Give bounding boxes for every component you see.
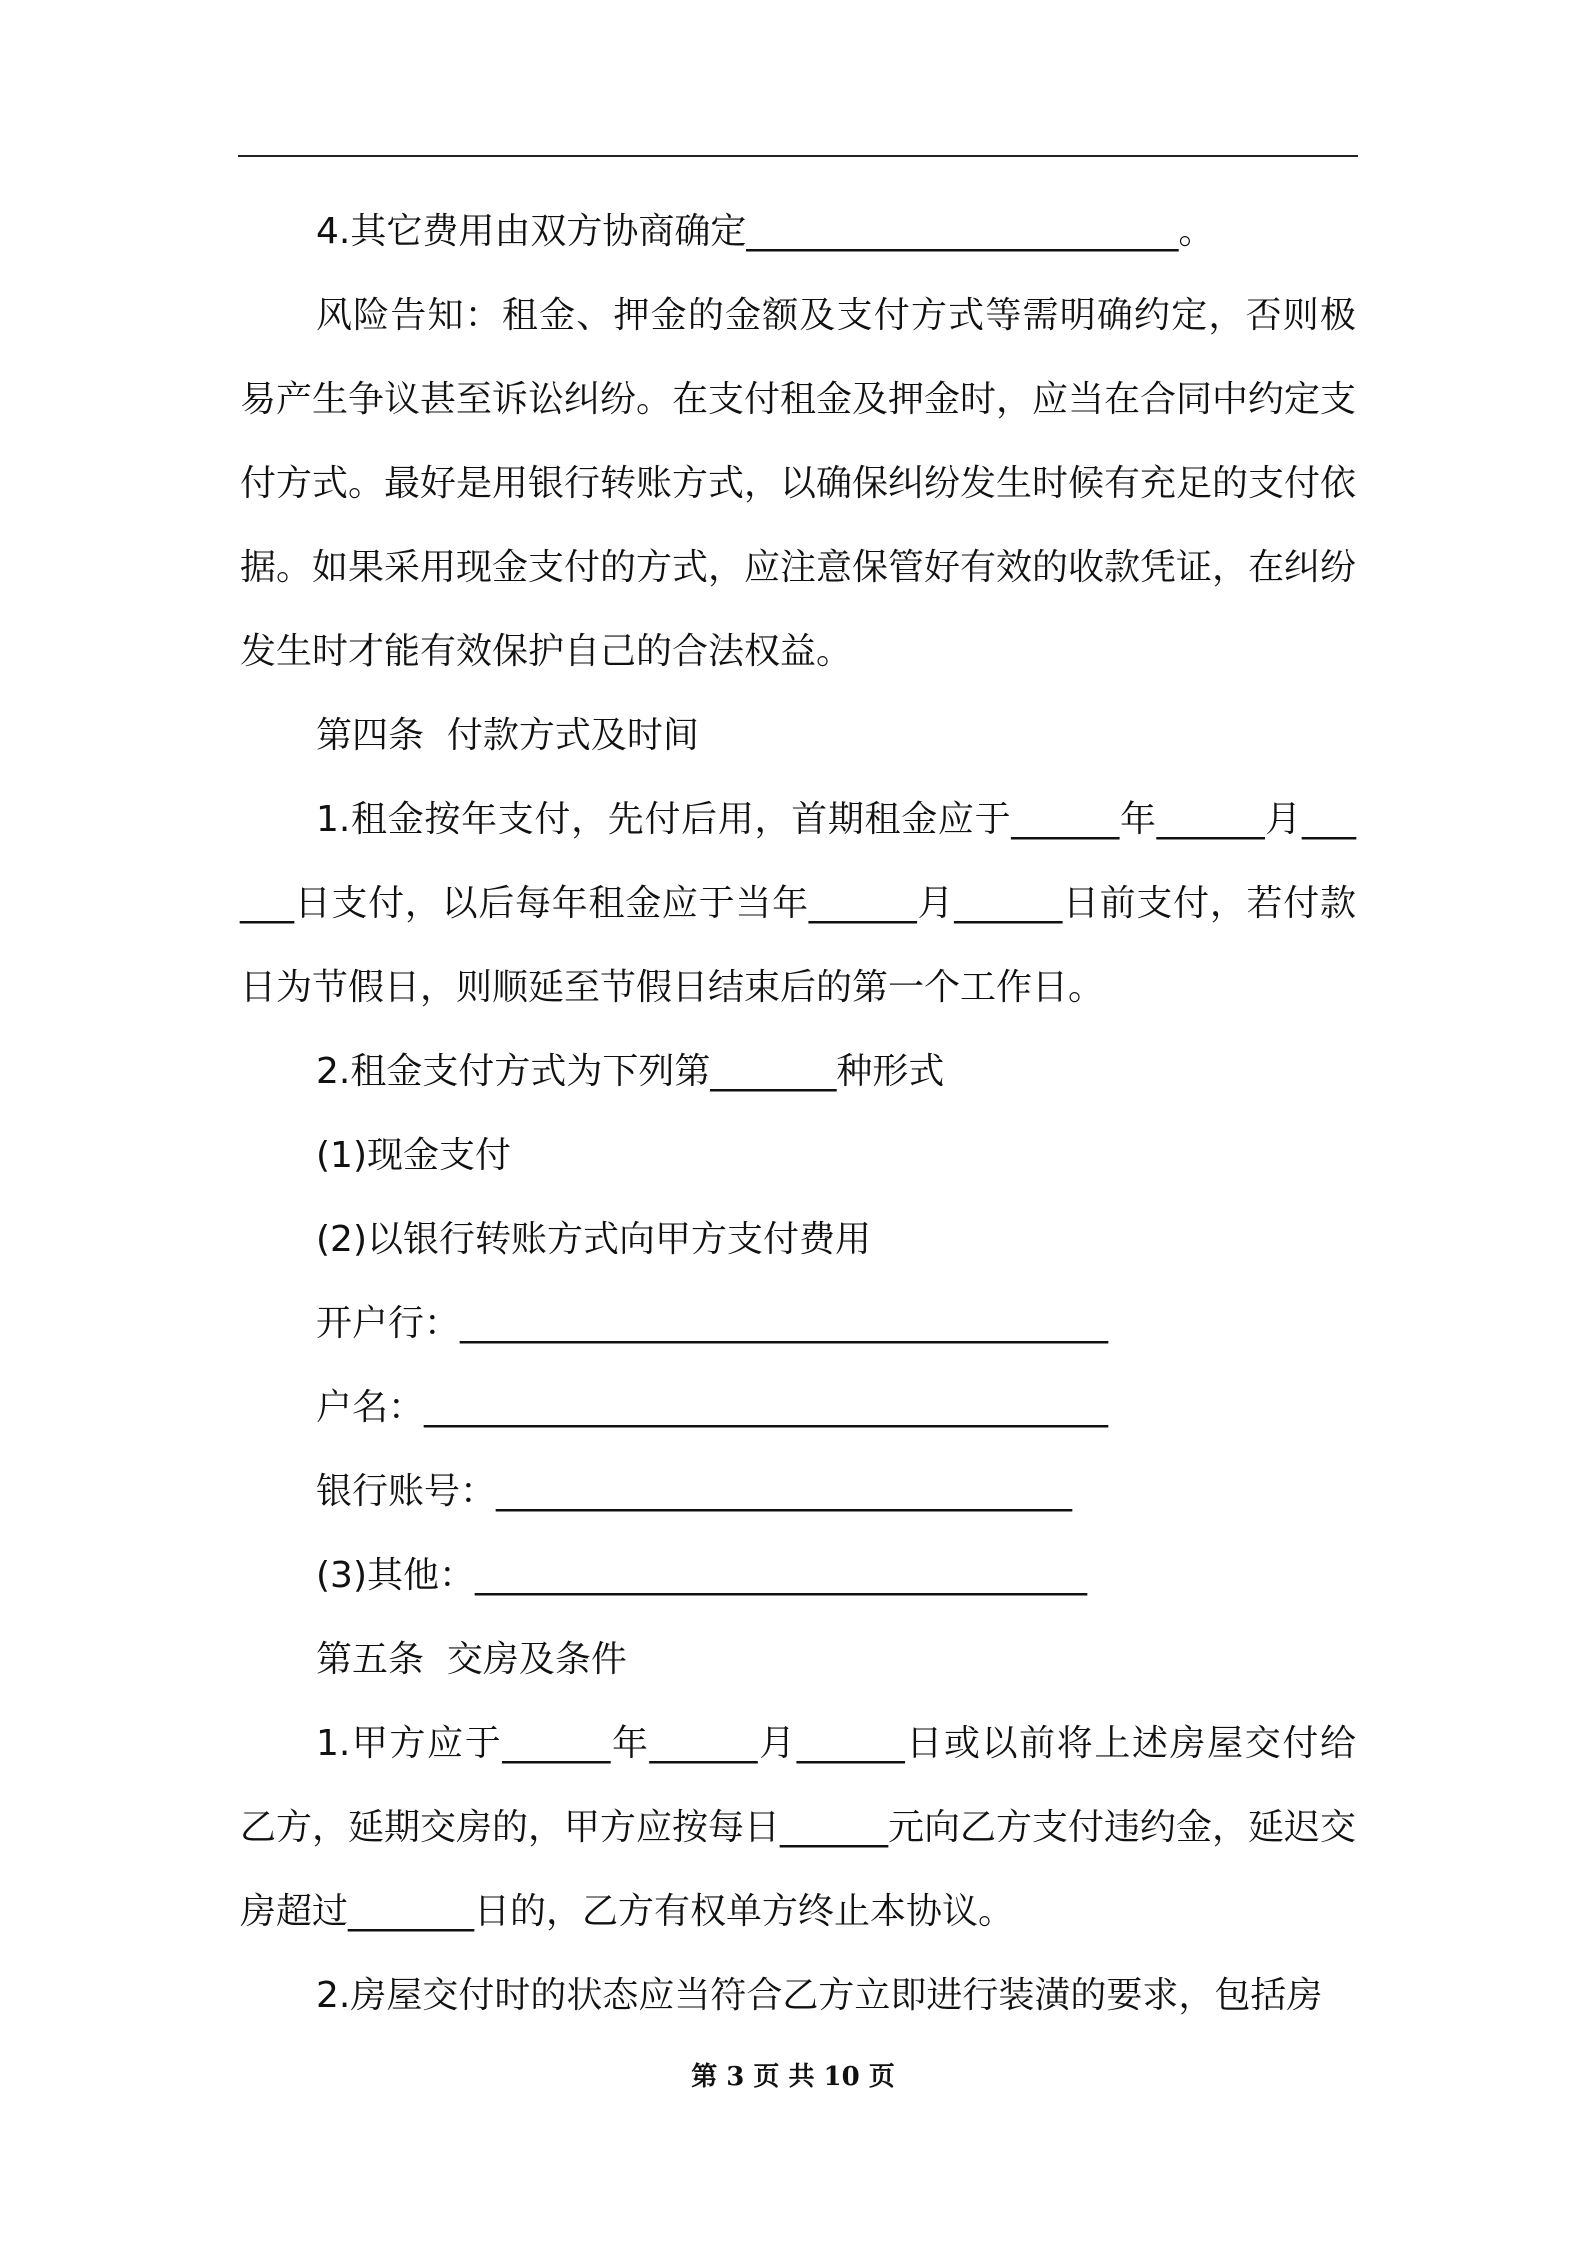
option-other: (3)其他：__________________________________ [316,1555,1087,1596]
page-number: 第 3 页 共 10 页 [691,2062,895,2092]
paragraph-risk-notice: 风险告知：租金、押金的金额及支付方式等需明确约定，否则极易产生争议甚至诉讼纠纷。在支付租金及押金时，应当在合同中约定支付方式。最好是用银行转账方式，以确保纠纷发生时候有充足的支付依据。如果采用现金支付的方式，应注意保管好有效的收款凭证，在纠纷发生时才能有效保护自己的合法权益。 [240,295,1357,672]
field-account-name: 户名：______________________________________ [316,1387,1109,1428]
document-body [240,190,1356,2038]
heading-article-4: 第四条 付款方式及时间 [316,715,699,756]
option-bank-transfer: (2)以银行转账方式向甲方支付费用 [316,1219,871,1260]
header-rule [238,155,1358,157]
paragraph-payment-method: 2.租金支付方式为下列第_______种形式 [316,1051,945,1092]
option-cash-payment: (1)现金支付 [316,1135,511,1176]
heading-article-5: 第五条 交房及条件 [316,1639,627,1680]
paragraph-rent-schedule: 1.租金按年支付，先付后用，首期租金应于______年______月______日支付，以后每年租金应于当年______月______日前支付，若付款日为节假日，则顺延至节假日结束后的第一个工作日。 [240,799,1356,1008]
paragraph-other-fees: 4.其它费用由双方协商确定________________________。 [316,211,1215,252]
paragraph-handover-date: 1.甲方应于______年______月______日或以前将上述房屋交付给乙方，延期交房的，甲方应按每日______元向乙方支付违约金，延迟交房超过_______日的，乙方有权单方终止本协议。 [240,1723,1357,1932]
field-bank-name: 开户行：____________________________________ [316,1303,1109,1344]
field-account-number: 银行账号：________________________________ [316,1471,1073,1512]
paragraph-handover-condition: 2.房屋交付时的状态应当符合乙方立即进行装潢的要求，包括房 [316,1975,1323,2016]
